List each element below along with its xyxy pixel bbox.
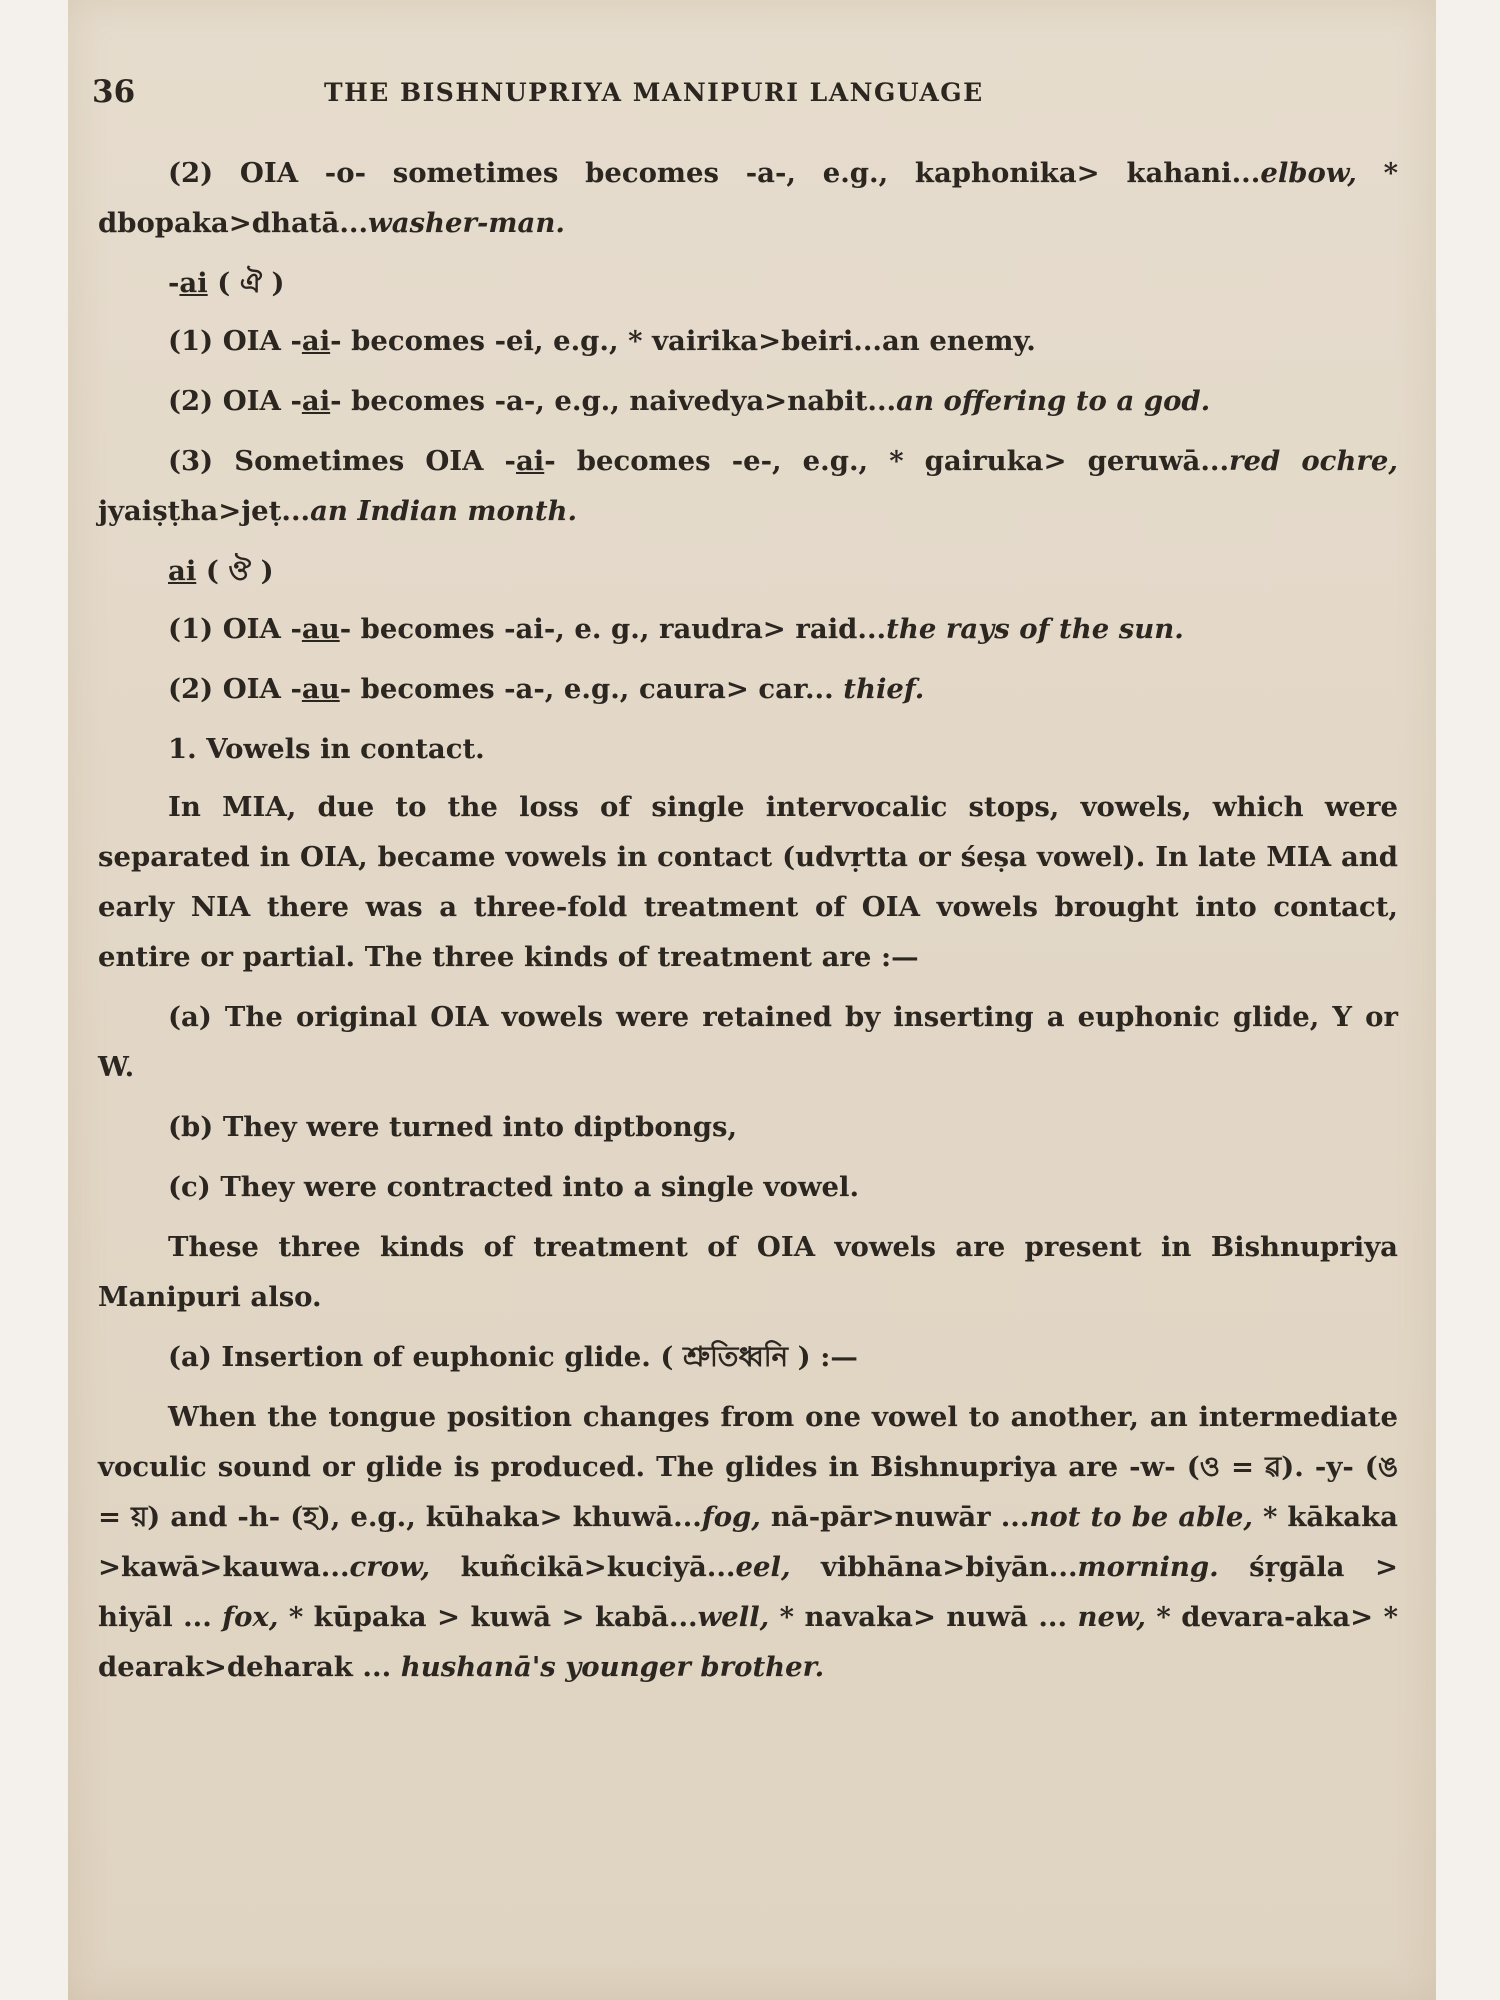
subheading-ai: -ai ( ঐ ) — [168, 267, 285, 299]
paragraph-mia-intro: In MIA, due to the loss of single intervocalic stops, vowels, which were separated in OIA, became vowels in contact (udvṛtta or śeṣa vowel). In late MIA and early NIA there was a three-fold treatment of OIA vowels brought into contact, entire or partial. The three kinds of treatment are :— — [98, 791, 1398, 973]
paragraph-au-2: (2) OIA -au- becomes -a-, e.g., caura> car... thief. — [168, 673, 925, 705]
running-title: THE BISHNUPRIYA MANIPURI LANGUAGE — [324, 78, 984, 107]
paragraph-present: These three kinds of treatment of OIA vowels are present in Bishnupriya Manipuri also. — [98, 1231, 1398, 1313]
page-number: 36 — [92, 74, 136, 110]
paragraph-ai-3: (3) Sometimes OIA -ai- becomes -e-, e.g., * gairuka> geruwā...red ochre, jyaiṣṭha>jeṭ...an Indian month. — [98, 445, 1398, 527]
paragraph-ai-2: (2) OIA -ai- becomes -a-, e.g., naivedya>nabit...an offering to a god. — [168, 385, 1211, 417]
paragraph-treatment-c: (c) They were contracted into a single vowel. — [168, 1171, 860, 1203]
page-body — [98, 148, 1398, 1702]
page-header — [92, 74, 1396, 114]
paragraph-au-1: (1) OIA -au- becomes -ai-, e. g., raudra> raid...the rays of the sun. — [168, 613, 1184, 645]
paragraph-euphonic-glide: (a) Insertion of euphonic glide. ( শ্রুতিধ্বনি ) :— — [168, 1341, 858, 1373]
paragraph-glides: When the tongue position changes from one vowel to another, an intermediate voculic sound or glide is produced. The glides in Bishnupriya are -w- (ও = ৱ). -y- (ঙ = য়) and -h- (হ), e.g., kūhaka> khuwā...fog, nā-pār>nuwār ...not to be able, * kākaka >kawā>kauwa...crow, kuñcikā>kuciyā...eel, vibhāna>biyān...morning. śṛgāla > hiyāl ... fox, * kūpaka > kuwā > kabā...well, * navaka> nuwā ... new, * devara-aka> * dearak>deharak ... hushanā's younger brother. — [98, 1401, 1398, 1683]
paragraph-treatment-a: (a) The original OIA vowels were retained by inserting a euphonic glide, Y or W. — [98, 1001, 1398, 1083]
section-heading: 1. Vowels in contact. — [168, 733, 485, 765]
paragraph-ai-1: (1) OIA -ai- becomes -ei, e.g., * vairika>beiri...an enemy. — [168, 325, 1036, 357]
subheading-au: ai ( ঔ ) — [168, 555, 274, 587]
paragraph-treatment-b: (b) They were turned into diptbongs, — [168, 1111, 738, 1143]
paragraph-oia-o: (2) OIA -o- sometimes becomes -a-, e.g., kaphonika> kahani...elbow, * dbopaka>dhatā...washer-man. — [98, 157, 1398, 239]
book-page — [68, 0, 1436, 2000]
